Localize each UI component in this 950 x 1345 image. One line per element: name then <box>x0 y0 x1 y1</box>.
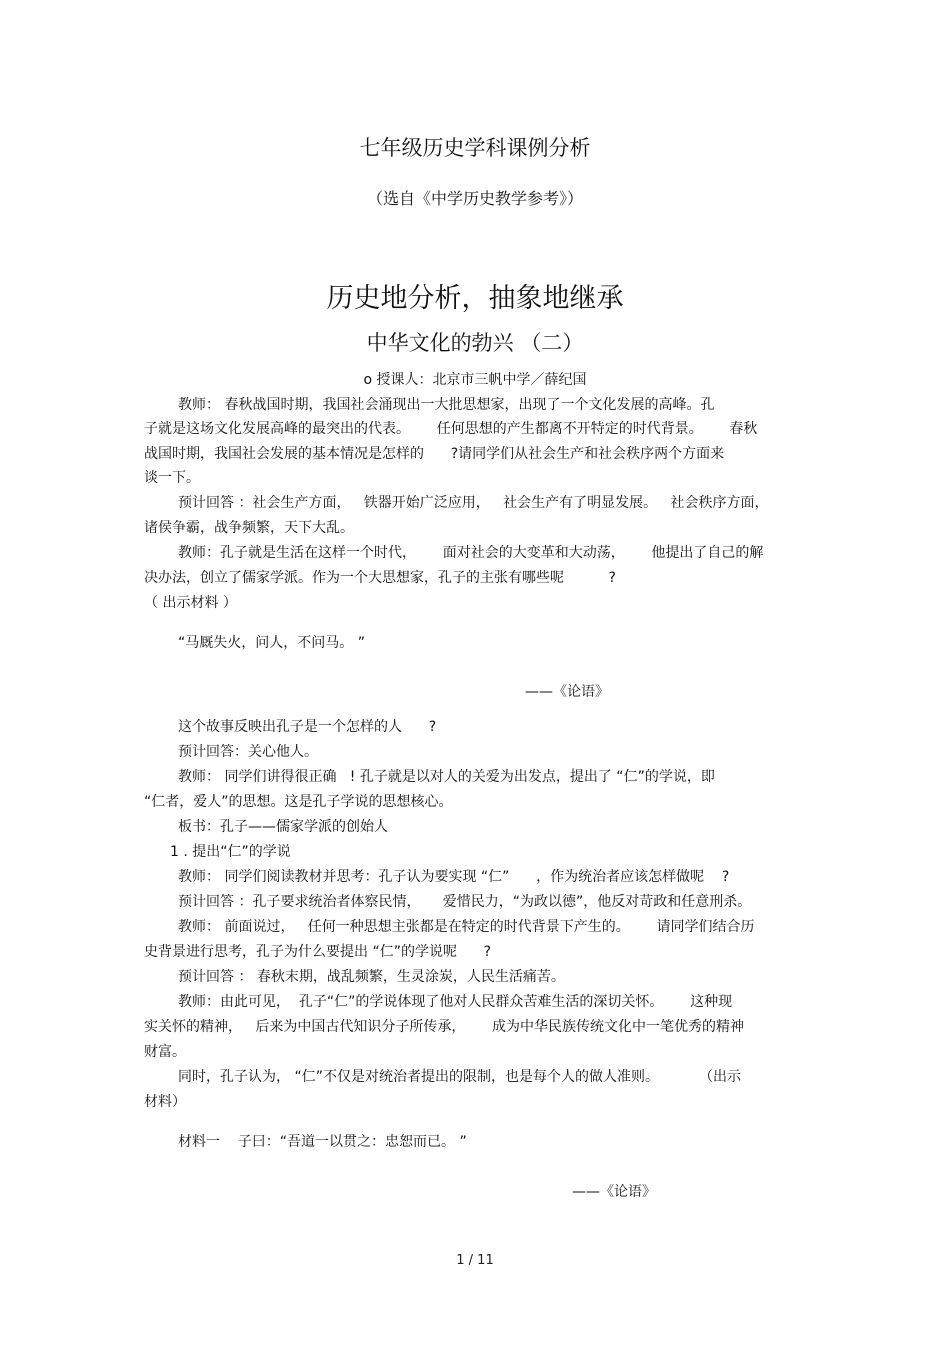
body-line: 谈一下。 <box>144 470 200 486</box>
quote-citation: ——《论语》 <box>572 1184 656 1200</box>
lesson-subtitle: 中华文化的勃兴 （二） <box>366 331 584 355</box>
body-line: 教师： 春秋战国时期，我国社会涌现出一大批思想家，出现了一个文化发展的高峰。孔 <box>178 397 715 413</box>
body-line: 预计回答 ：孔子要求统治者体察民情， 爱惜民力，“为政以德”，他反对苛政和任意刑杀。 <box>178 894 752 910</box>
body-line: 材料） <box>144 1094 186 1110</box>
document-title: 七年级历史学科课例分析 <box>359 136 591 160</box>
body-line: 1 . 提出“仁”的学说 <box>170 844 291 860</box>
body-line: 板书：孔子——儒家学派的创始人 <box>178 819 388 835</box>
body-line: 预计回答 ： 春秋末期，战乱频繁，生灵涂炭，人民生活痛苦。 <box>178 969 565 985</box>
body-line: 教师：由此可见， 孔子“仁”的学说体现了他对人民群众苦难生活的深切关怀。 这种现 <box>178 994 733 1010</box>
lesson-title: 历史地分析，抽象地继承 <box>326 283 624 314</box>
lesson-author: o 授课人：北京市三帆中学／薛纪国 <box>363 372 587 388</box>
body-line: 预计回答：关心他人。 <box>178 744 318 760</box>
body-line: （ 出示材料 ） <box>144 595 237 611</box>
quote-line: 材料一 子曰：“吾道一以贯之：忠恕而已。 ” <box>178 1134 467 1150</box>
body-line: 教师： 同学们阅读教材并思考：孔子认为要实现 “仁” ，作为统治者应该怎样做呢 ? <box>178 869 730 885</box>
body-line: 实关怀的精神， 后来为中国古代知识分子所传承， 成为中华民族传统文化中一笔优秀的精神 <box>144 1019 745 1035</box>
body-line: 史背景进行思考，孔子为什么要提出 “仁”的学说呢 ? <box>144 944 492 960</box>
document-source: （选自《中学历史教学参考》） <box>366 189 583 208</box>
body-line: 子就是这场文化发展高峰的最突出的代表。 任何思想的产生都离不开特定的时代背景。 春秋 <box>144 421 758 437</box>
body-line: 同时，孔子认为， “仁”不仅是对统治者提出的限制，也是每个人的做人准则。 （出示 <box>178 1069 742 1085</box>
page-number: 1 / 11 <box>456 1253 494 1268</box>
body-line: 决办法，创立了儒家学派。作为一个大思想家，孔子的主张有哪些呢 ? <box>144 570 616 586</box>
body-line: 这个故事反映出孔子是一个怎样的人 ? <box>178 719 437 735</box>
body-line: 预计回答 ：社会生产方面， 铁器开始广泛应用， 社会生产有了明显发展。 社会秩序方面， <box>178 495 769 511</box>
quote-citation: ——《论语》 <box>525 684 609 700</box>
body-line: 教师： 同学们讲得很正确 ! 孔子就是以对人的关爱为出发点，提出了 “仁”的学说，即 <box>178 769 715 785</box>
body-line: 战国时期，我国社会发展的基本情况是怎样的 ?请同学们从社会生产和社会秩序两个方面来 <box>144 446 725 462</box>
body-line: 诸侯争霸，战争频繁，天下大乱。 <box>144 520 354 536</box>
body-line: “仁者，爱人”的思想。这是孔子学说的思想核心。 <box>144 794 453 810</box>
body-line: 财富。 <box>144 1044 186 1060</box>
quote-line: “马厩失火，问人，不问马。 ” <box>178 635 365 651</box>
body-line: 教师： 前面说过， 任何一种思想主张都是在特定的时代背景下产生的。 请同学们结合历 <box>178 919 755 935</box>
body-line: 教师：孔子就是生活在这样一个时代， 面对社会的大变革和大动荡， 他提出了自己的解 <box>178 545 764 561</box>
